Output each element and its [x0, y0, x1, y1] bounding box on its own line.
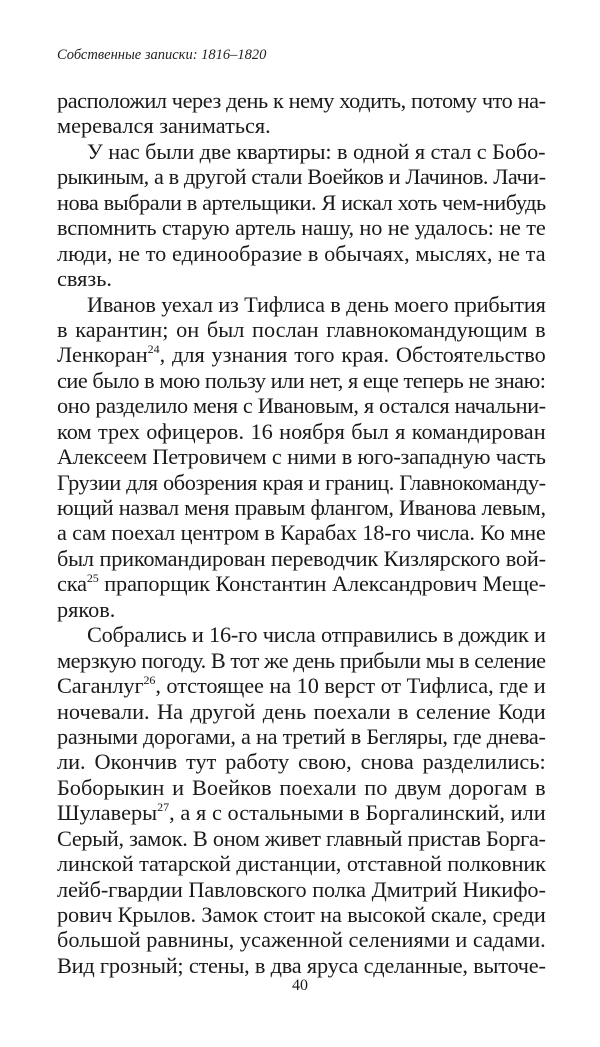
text-line: [57, 495, 546, 520]
text-line: [57, 800, 546, 825]
text-line-content: Серый, замок. В оном живет главный пристав Борга-: [57, 825, 546, 851]
paragraph: [57, 622, 546, 978]
text-segment: , для узнания того края. Обстоятельство: [159, 342, 546, 368]
text-line-content: а сам поехал центром в Карабах 18-го числа. Ко мне: [57, 520, 546, 546]
text-line: [57, 546, 546, 571]
paragraph: [57, 88, 546, 139]
text-line-content: [57, 342, 546, 367]
text-line-content: Грузии для обозрения края и границ. Главнокоманду-: [57, 469, 546, 495]
text-line-content: ряков.: [57, 596, 116, 622]
text-line-content: Боборыкин и Воейков поехали по двум дорогам в: [57, 774, 546, 800]
text-line-content: вспомнить старую артель нашу, но не удалось: не те: [57, 215, 546, 241]
text-line-content: [57, 571, 546, 596]
text-line: [57, 215, 546, 240]
footnote-marker[interactable]: 26: [143, 673, 156, 688]
text-segment: Шулаверы: [57, 800, 158, 826]
text-line: [57, 648, 546, 673]
text-line-content: Собрались и 16-го числа отправились в дождик и: [87, 622, 546, 648]
text-line-content: оно разделило меня с Ивановым, я остался начальни-: [57, 393, 546, 419]
text-line-content: ющий назвал меня правым флангом, Иванова левым,: [57, 495, 546, 520]
text-line-content: Вид грозный; стены, в два яруса сделанные, выточе-: [57, 952, 546, 978]
text-line: [57, 749, 546, 774]
text-line: [57, 164, 546, 189]
text-line-content: ли. Окончив тут работу свою, снова разделились:: [57, 749, 546, 775]
text-line: [57, 139, 546, 164]
text-line-content: лейб-гвардии Павловского полка Дмитрий Никифо-: [57, 876, 546, 902]
text-line: [57, 419, 546, 444]
text-line: [57, 444, 546, 469]
text-line-content: в карантин; он был послан главнокомандующим в: [57, 316, 546, 342]
text-line-content: большой равнины, усаженной селениями и садами.: [57, 927, 546, 953]
text-line: [57, 902, 546, 927]
text-line-content: ночевали. На другой день поехали в селение Коди: [57, 698, 546, 724]
paragraph: [57, 139, 546, 292]
text-line-content: нова выбрали в артельщики. Я искал хоть чем-нибудь: [57, 189, 546, 215]
text-line: [57, 597, 546, 622]
footnote-marker[interactable]: 27: [157, 800, 170, 815]
text-line: [57, 520, 546, 545]
text-line: [57, 317, 546, 342]
text-line-content: меревался заниматься.: [57, 113, 271, 139]
text-line: [57, 113, 546, 138]
text-line-content: люди, не то единообразие в обычаях, мыслях, не та: [57, 240, 546, 266]
text-line: [57, 851, 546, 876]
text-line: [57, 571, 546, 596]
text-line-content: линской татарской дистанции, отставной полковник: [57, 851, 546, 877]
text-line-content: Алексеем Петровичем с ними в юго-западную часть: [57, 444, 546, 470]
text-line-content: был прикомандирован переводчик Кизлярского вой-: [57, 545, 546, 571]
text-segment: , а я с остальными в Боргалинский, или: [169, 800, 546, 826]
footnote-marker[interactable]: 25: [86, 571, 99, 586]
text-line-content: [57, 673, 546, 698]
footnote-marker[interactable]: 24: [147, 342, 160, 357]
text-line-content: расположил через день к нему ходить, потому что на-: [57, 88, 546, 113]
paragraph: [57, 292, 546, 623]
text-line: [57, 673, 546, 698]
text-line-content: разными дорогами, а на третий в Бегляры, где днева-: [57, 723, 546, 749]
text-line-content: связь.: [57, 266, 112, 292]
text-line-content: У нас были две квартиры: в одной я стал с Бобо-: [87, 138, 546, 164]
text-line-content: Иванов уехал из Тифлиса в день моего прибытия: [87, 291, 546, 317]
text-segment: ска: [57, 571, 87, 597]
text-line-content: [57, 800, 546, 825]
text-line-content: сие было в мою пользу или нет, я еще теперь не знаю:: [57, 367, 546, 393]
running-header: Собственные записки: 1816–1820: [57, 47, 267, 63]
text-line: [57, 927, 546, 952]
text-line-content: рыкиным, а в другой стали Воейков и Лачинов. Лачи-: [57, 164, 546, 190]
text-segment: Саганлуг: [57, 673, 144, 699]
text-line: [57, 877, 546, 902]
text-line: [57, 241, 546, 266]
text-line: [57, 470, 546, 495]
text-line: [57, 266, 546, 291]
text-line-content: ком трех офицеров. 16 ноября был я командирован: [57, 418, 546, 444]
text-segment: прапорщик Константин Александрович Меще-: [98, 571, 546, 597]
text-line-content: мерзкую погоду. В тот же день прибыли мы в селение: [57, 647, 546, 673]
text-line: [57, 826, 546, 851]
text-line: [57, 88, 546, 113]
text-segment: , отстоящее на 10 верст от Тифлиса, где и: [155, 673, 546, 699]
text-line: [57, 368, 546, 393]
text-line: [57, 622, 546, 647]
text-segment: Ленкоран: [57, 342, 148, 368]
text-line: [57, 292, 546, 317]
text-line: [57, 190, 546, 215]
text-line-content: рович Крылов. Замок стоит на высокой скале, среди: [57, 902, 546, 927]
text-line: [57, 342, 546, 367]
text-line: [57, 724, 546, 749]
text-line: [57, 393, 546, 418]
body-text: [57, 88, 546, 978]
text-line: [57, 953, 546, 978]
page-number: 40: [292, 977, 308, 994]
text-line: [57, 699, 546, 724]
text-line: [57, 775, 546, 800]
